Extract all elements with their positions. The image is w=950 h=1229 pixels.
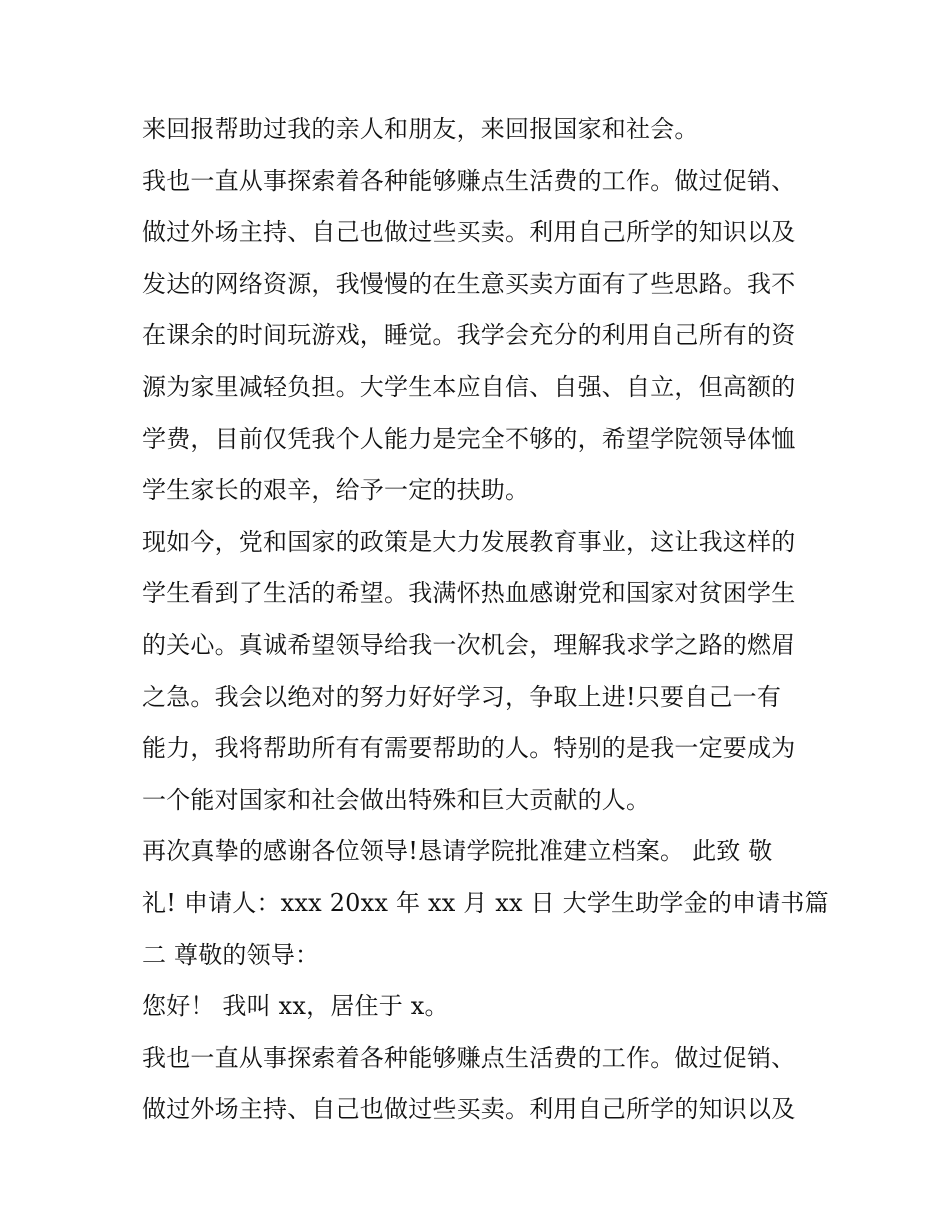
text-line: 做过外场主持、自己也做过些买卖。利用自己所学的知识以及 xyxy=(142,218,796,247)
text-line: 源为家里减轻负担。大学生本应自信、自强、自立，但高额的 xyxy=(142,372,796,401)
text-line: 做过外场主持、自己也做过些买卖。利用自己所学的知识以及 xyxy=(142,1095,796,1124)
text-line: 能力，我将帮助所有有需要帮助的人。特别的是我一定要成为 xyxy=(142,734,796,763)
text-line: 的关心。真诚希望领导给我一次机会，理解我求学之路的燃眉 xyxy=(142,630,796,659)
text-line: 您好！ 我叫 xx，居住于 x。 xyxy=(142,992,449,1021)
text-line: 我也一直从事探索着各种能够赚点生活费的工作。做过促销、 xyxy=(142,166,796,195)
text-line: 发达的网络资源，我慢慢的在生意买卖方面有了些思路。我不 xyxy=(142,269,796,298)
text-line: 再次真挚的感谢各位领导!恳请学院批准建立档案。 此致 敬 xyxy=(142,837,773,866)
text-line: 二 尊敬的领导： xyxy=(142,940,320,969)
document-body xyxy=(142,104,829,1136)
text-line: 学生家长的艰辛，给予一定的扶助。 xyxy=(142,476,530,505)
text-line: 在课余的时间玩游戏，睡觉。我学会充分的利用自己所有的资 xyxy=(142,321,796,350)
text-line: 来回报帮助过我的亲人和朋友，来回报国家和社会。 xyxy=(142,115,699,143)
text-line: 学费，目前仅凭我个人能力是完全不够的，希望学院领导体恤 xyxy=(142,424,796,453)
text-line: 礼! 申请人：xxx 20xx 年 xx 月 xx 日 大学生助学金的申请书篇 xyxy=(142,888,829,917)
text-line: 现如今，党和国家的政策是大力发展教育事业，这让我这样的 xyxy=(142,527,796,556)
text-line: 学生看到了生活的希望。我满怀热血感谢党和国家对贫困学生 xyxy=(142,579,796,608)
text-line: 一个能对国家和社会做出特殊和巨大贡献的人。 xyxy=(142,785,651,814)
text-line: 我也一直从事探索着各种能够赚点生活费的工作。做过促销、 xyxy=(142,1043,796,1072)
text-line: 之急。我会以绝对的努力好好学习，争取上进!只要自己一有 xyxy=(142,682,782,711)
